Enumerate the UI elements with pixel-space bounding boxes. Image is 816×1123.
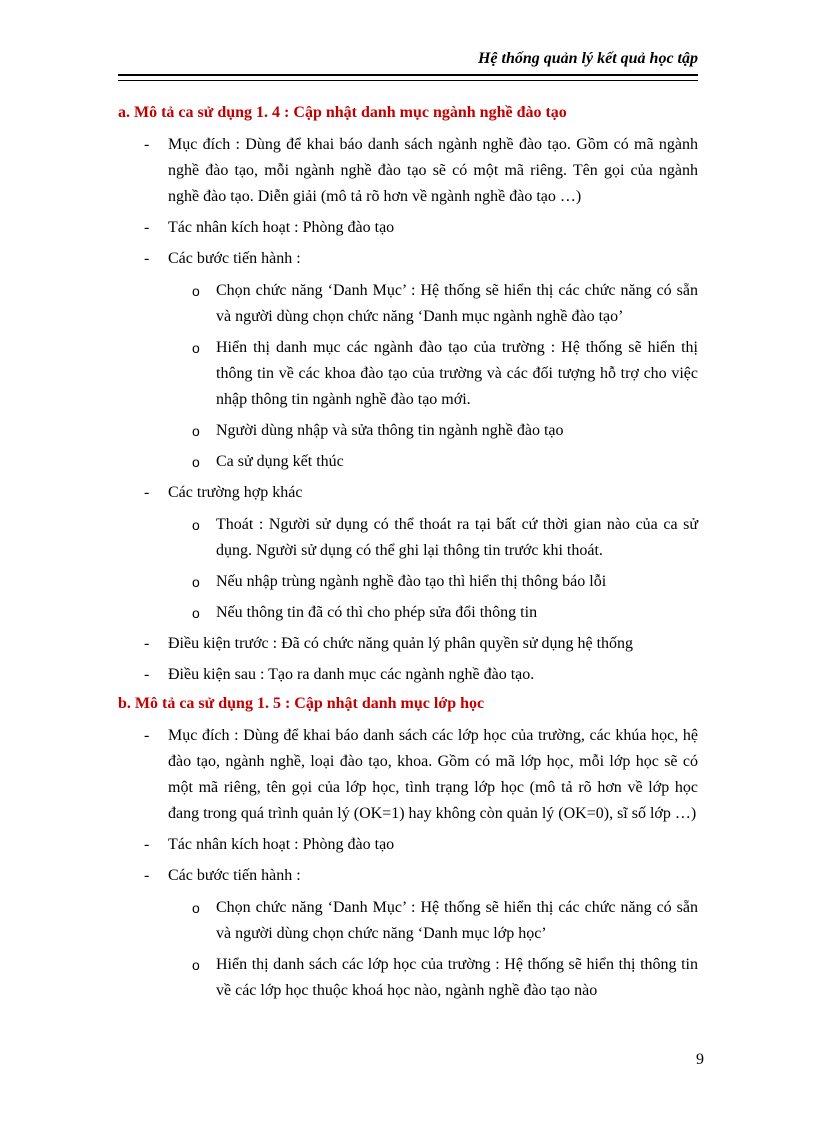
sub-list-item-text: Hiển thị danh mục các ngành đào tạo của trường : Hệ thống sẽ hiển thị thông tin về các khoa đào tạo của trường và các đối tượng hỗ trợ cho việc nhập thông tin ngành nghề đào tạo mới. xyxy=(216,339,698,408)
sub-list-item-text: Ca sử dụng kết thúc xyxy=(216,453,344,470)
list-item xyxy=(118,662,698,688)
list-item-text: Mục đích : Dùng để khai báo danh sách các lớp học của trường, các khúa học, hệ đào tạo, ngành nghề, loại đào tạo, khoa. Gồm có mã lớp học, mỗi lớp học sẽ có một mã riêng, tên gọi của lớp học, tình trạng lớp học (mô tả rõ hơn về lớp học đang trong quá trình quản lý (OK=1) hay không còn quản lý (OK=0), sĩ số lớp …) xyxy=(168,727,698,822)
sub-list-item xyxy=(118,335,698,413)
sub-list-item xyxy=(118,569,698,595)
list-item xyxy=(118,246,698,272)
header-rule xyxy=(118,74,698,81)
dash-bullet: - xyxy=(144,727,150,744)
dash-bullet: - xyxy=(144,136,150,153)
dash-bullet: - xyxy=(144,867,150,884)
sub-list-item xyxy=(118,512,698,564)
sub-list-item-text: Chọn chức năng ‘Danh Mục’ : Hệ thống sẽ hiển thị các chức năng có sẵn và người dùng chọn chức năng ‘Danh mục lớp học’ xyxy=(216,899,698,942)
sub-list-item xyxy=(118,895,698,947)
circle-bullet: o xyxy=(192,454,200,470)
sub-list-item-text: Nếu nhập trùng ngành nghề đào tạo thì hiển thị thông báo lỗi xyxy=(216,573,607,590)
circle-bullet: o xyxy=(192,605,200,621)
circle-bullet: o xyxy=(192,423,200,439)
circle-bullet: o xyxy=(192,574,200,590)
list-item-text: Các trường hợp khác xyxy=(168,484,303,501)
list-item-text: Điều kiện sau : Tạo ra danh mục các ngành nghề đào tạo. xyxy=(168,666,535,683)
list-item-text: Các bước tiến hành : xyxy=(168,867,301,884)
sub-list-item-text: Chọn chức năng ‘Danh Mục’ : Hệ thống sẽ hiển thị các chức năng có sẵn và người dùng chọn chức năng ‘Danh mục ngành nghề đào tạo’ xyxy=(216,282,698,325)
sub-list-item xyxy=(118,449,698,475)
sub-list xyxy=(118,512,698,626)
list-item xyxy=(118,832,698,858)
dash-bullet: - xyxy=(144,250,150,267)
list-item xyxy=(118,723,698,827)
circle-bullet: o xyxy=(192,900,200,916)
sub-list xyxy=(118,278,698,475)
list-item-text: Tác nhân kích hoạt : Phòng đào tạo xyxy=(168,219,395,236)
dash-bullet: - xyxy=(144,635,150,652)
sub-list xyxy=(118,895,698,1004)
sub-list-item-text: Nếu thông tin đã có thì cho phép sửa đổi thông tin xyxy=(216,604,538,621)
list-item xyxy=(118,631,698,657)
section-heading: a. Mô tả ca sử dụng 1. 4 : Cập nhật danh mục ngành nghề đào tạo xyxy=(118,104,567,121)
sub-list-item-text: Hiển thị danh sách các lớp học của trường : Hệ thống sẽ hiển thị thông tin về các lớp học thuộc khoá học nào, ngành nghề đào tạo nào xyxy=(216,956,698,999)
list-item-text: Điều kiện trước : Đã có chức năng quản lý phân quyền sử dụng hệ thống xyxy=(168,635,634,652)
dash-bullet: - xyxy=(144,219,150,236)
dash-bullet: - xyxy=(144,484,150,501)
list-item xyxy=(118,480,698,506)
section-heading: b. Mô tả ca sử dụng 1. 5 : Cập nhật danh mục lớp học xyxy=(118,695,485,712)
circle-bullet: o xyxy=(192,957,200,973)
list-item xyxy=(118,863,698,889)
dash-bullet: - xyxy=(144,836,150,853)
header-title: Hệ thống quản lý kết quả học tập xyxy=(477,50,698,67)
sub-list-item xyxy=(118,418,698,444)
document-body xyxy=(118,102,698,1009)
circle-bullet: o xyxy=(192,283,200,299)
circle-bullet: o xyxy=(192,517,200,533)
list-item-text: Mục đích : Dùng để khai báo danh sách ngành nghề đào tạo. Gồm có mã ngành nghề đào tạo, mỗi ngành nghề đào tạo sẽ có một mã riêng. Tên gọi của ngành nghề đào tạo. Diễn giải (mô tả rõ hơn về ngành nghề đào tạo …) xyxy=(168,136,698,205)
sub-list-item-text: Thoát : Người sử dụng có thể thoát ra tại bất cứ thời gian nào của ca sử dụng. Người sử dụng có thể ghi lại thông tin trước khi thoát. xyxy=(216,516,698,559)
page-number: 9 xyxy=(696,1051,704,1068)
sub-list-item xyxy=(118,952,698,1004)
sub-list-item xyxy=(118,600,698,626)
list-item-text: Các bước tiến hành : xyxy=(168,250,301,267)
sub-list-item-text: Người dùng nhập và sửa thông tin ngành nghề đào tạo xyxy=(216,422,564,439)
list-item xyxy=(118,215,698,241)
list-item xyxy=(118,132,698,210)
dash-bullet: - xyxy=(144,666,150,683)
circle-bullet: o xyxy=(192,340,200,356)
list-item-text: Tác nhân kích hoạt : Phòng đào tạo xyxy=(168,836,395,853)
sub-list-item xyxy=(118,278,698,330)
